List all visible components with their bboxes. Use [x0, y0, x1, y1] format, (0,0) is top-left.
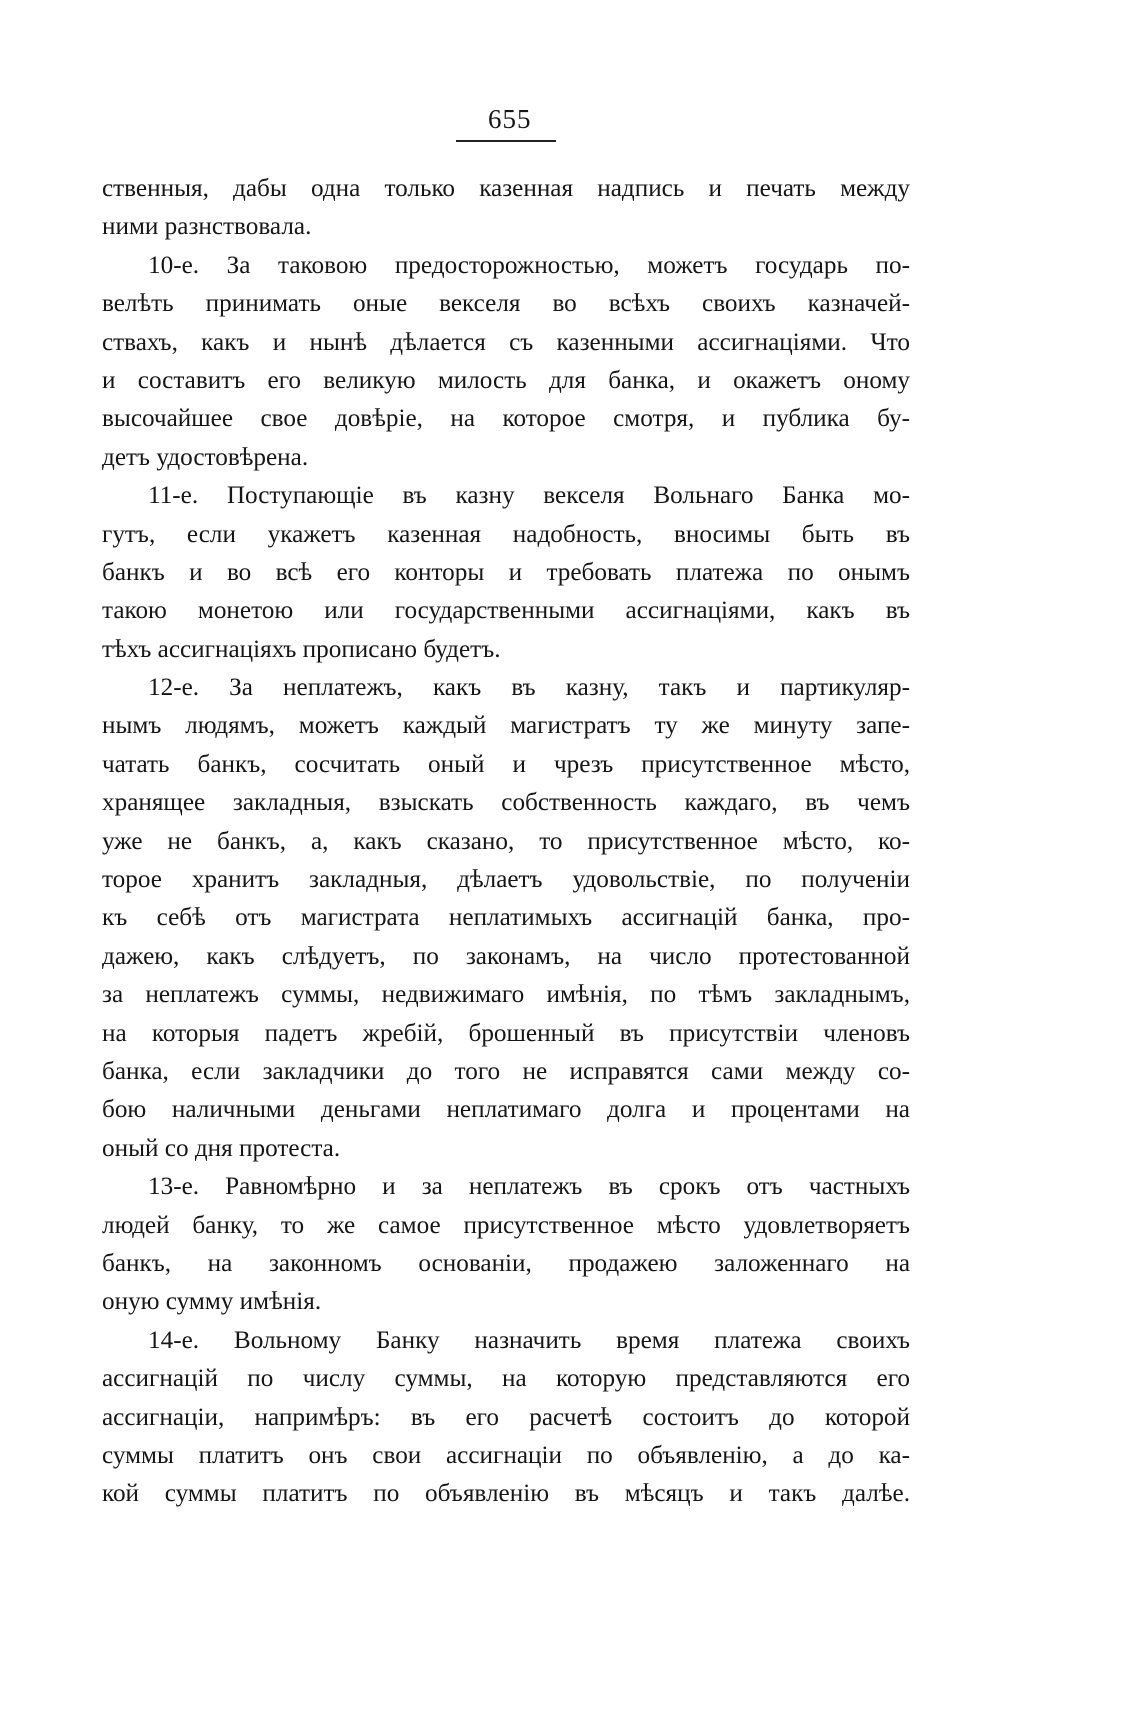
text-line: хранящее закладныя, взыскать собственность каждаго, въ чемъ [102, 789, 910, 817]
text-line: 14-е. Вольному Банку назначить время платежа своихъ [148, 1326, 910, 1354]
text-line: оную сумму имѣнія. [102, 1288, 322, 1316]
text-line: ственныя, дабы одна только казенная надпись и печать между [102, 175, 910, 202]
text-line: банка, если закладчики до того не исправятся сами между со- [102, 1057, 910, 1085]
text-line: уже не банкъ, а, какъ сказано, то присутственное мѣсто, ко- [102, 827, 910, 855]
text-line: банкъ, на законномъ основаніи, продажею заложеннаго на [102, 1249, 910, 1277]
body-text [102, 170, 910, 1514]
text-line: велѣть принимать оные векселя во всѣхъ своихъ казначей- [102, 290, 910, 318]
text-line: 11-е. Поступающіе въ казну векселя Вольнаго Банка мо- [148, 482, 910, 510]
text-line: такою монетою или государственными ассигнаціями, какъ въ [102, 597, 910, 625]
text-line: бою наличными деньгами неплатимаго долга и процентами на [102, 1096, 910, 1124]
text-line: банкъ и во всѣ его конторы и требовать платежа по онымъ [102, 558, 910, 586]
text-line: дажею, какъ слѣдуетъ, по законамъ, на число протестованной [102, 942, 910, 970]
text-line: ствахъ, какъ и нынѣ дѣлается съ казенными ассигнаціями. Что [102, 328, 910, 356]
text-line: ассигнаціи, напримѣръ: въ его расчетѣ состоитъ до которой [102, 1403, 910, 1431]
text-line: ними разнствовала. [102, 213, 312, 241]
text-line: суммы платитъ онъ свои ассигнаціи по объявленію, а до ка- [102, 1441, 910, 1469]
text-line: торое хранитъ закладныя, дѣлаетъ удовольствіе, по полученіи [102, 866, 910, 894]
text-line: высочайшее свое довѣріе, на которое смотря, и публика бу- [102, 405, 910, 433]
text-line: за неплатежъ суммы, недвижимаго имѣнія, по тѣмъ закладнымъ, [102, 981, 910, 1009]
text-line: къ себѣ отъ магистрата неплатимыхъ ассигнацій банка, про- [102, 904, 910, 932]
text-line: гутъ, если укажетъ казенная надобность, вносимы быть въ [102, 520, 910, 548]
text-line: детъ удостовѣрена. [102, 443, 309, 471]
text-line: 12-е. За неплатежъ, какъ въ казну, такъ и партикуляр- [148, 674, 910, 702]
text-line: на которыя падетъ жребій, брошенный въ присутствіи членовъ [102, 1019, 910, 1047]
text-line: тѣхъ ассигнаціяхъ прописано будетъ. [102, 635, 501, 663]
text-line: кой суммы платитъ по объявленію въ мѣсяцъ и такъ далѣе. [102, 1480, 910, 1508]
text-line: нымъ людямъ, можетъ каждый магистратъ ту же минуту запе- [102, 712, 910, 740]
text-line: чатать банкъ, сосчитать оный и чрезъ присутственное мѣсто, [102, 750, 910, 778]
text-line: 13-е. Равномѣрно и за неплатежъ въ срокъ отъ частныхъ [148, 1173, 910, 1201]
text-line: 10-е. За таковою предосторожностью, можетъ государь по- [148, 251, 910, 279]
text-line: ассигнацій по числу суммы, на которую представляются его [102, 1365, 910, 1393]
text-line: оный со дня протеста. [102, 1134, 341, 1162]
header-rule [456, 140, 556, 142]
text-line: и составитъ его великую милость для банка, и окажетъ оному [102, 366, 910, 394]
page-number: 655 [488, 104, 532, 134]
text-line: людей банку, то же самое присутственное мѣсто удовлетворяетъ [102, 1211, 910, 1239]
